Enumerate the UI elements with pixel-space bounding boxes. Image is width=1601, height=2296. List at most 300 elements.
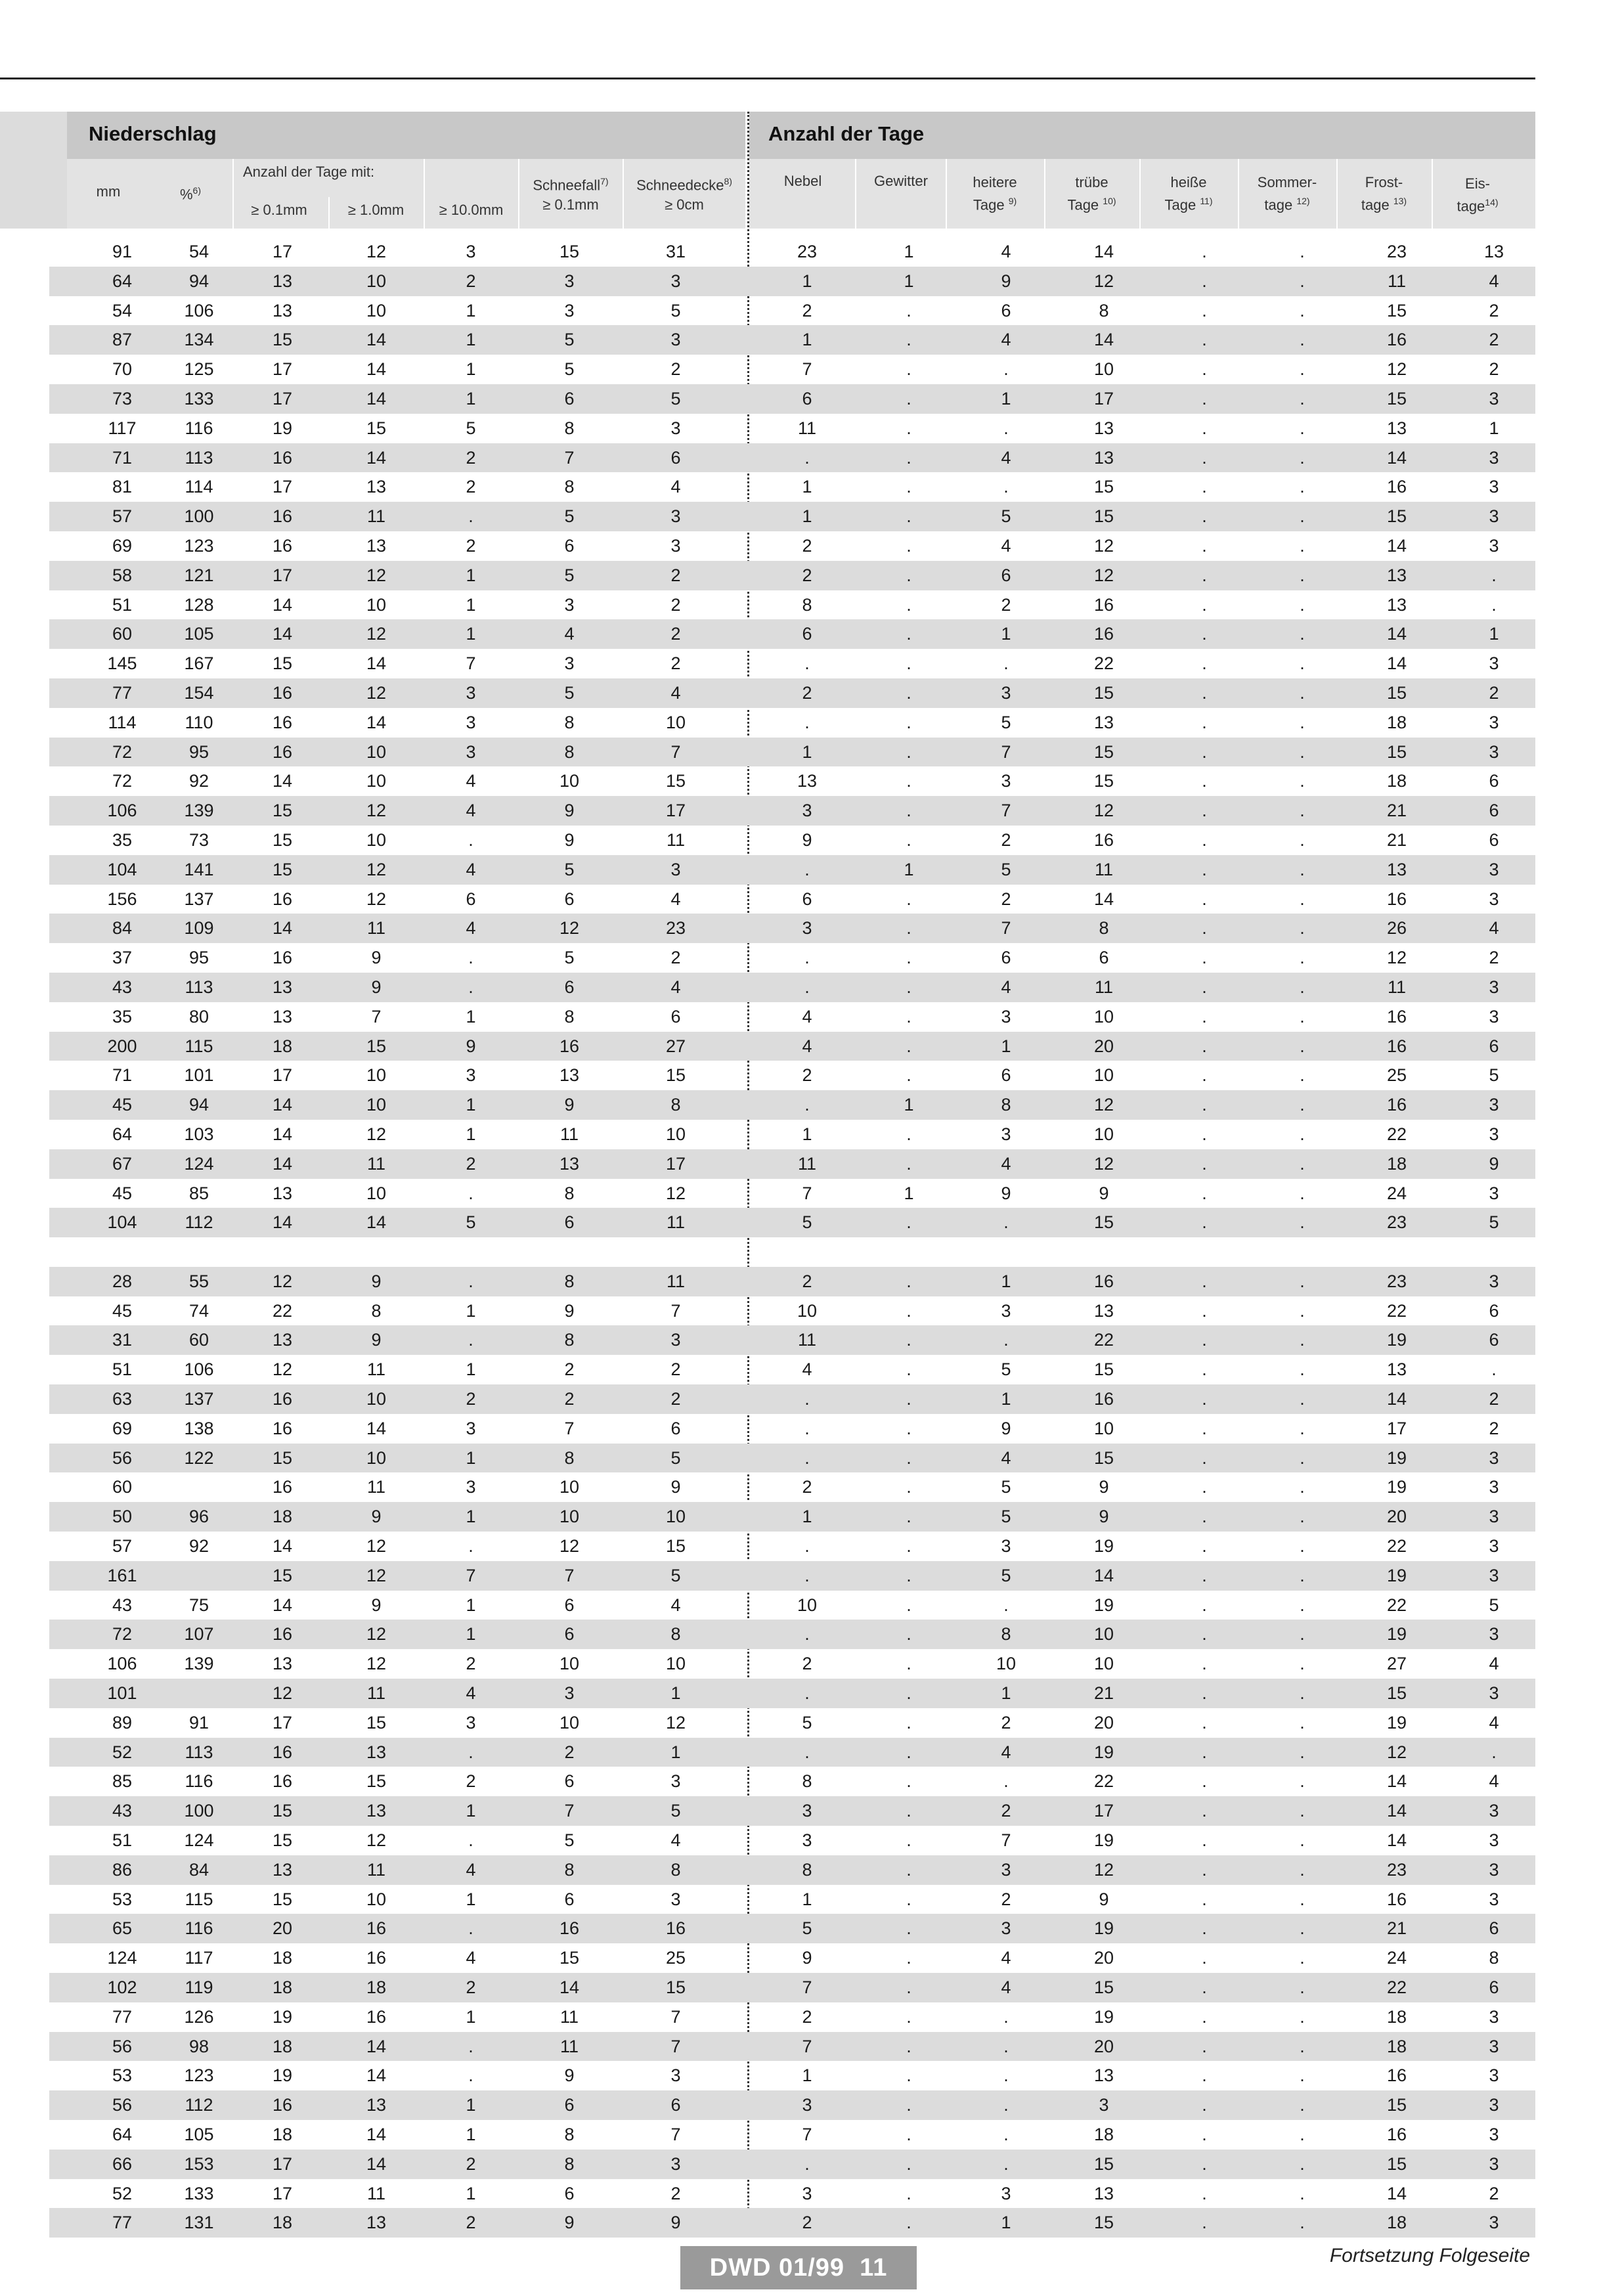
table-row [49, 649, 1535, 678]
cell-truebe: 10 [1093, 1065, 1114, 1086]
table-row [49, 766, 1535, 796]
cell-eistage: . [1491, 565, 1497, 585]
cell-pct: 126 [184, 2006, 214, 2027]
cell-eistage: 6 [1489, 1977, 1499, 1998]
cell-ge100: 2 [466, 2213, 476, 2233]
col-header-eistage: Eis- tage$^{14)}$ [1457, 175, 1499, 215]
cell-ge100: 4 [466, 801, 476, 821]
cell-heisse: . [1202, 2065, 1207, 2086]
cell-gewitter: . [906, 1742, 911, 1762]
cell-ge10: 16 [366, 1948, 387, 1968]
cell-eistage: 3 [1489, 712, 1499, 732]
table-row [49, 267, 1535, 296]
table-row [49, 1914, 1535, 1943]
cell-sommertage: . [1300, 1565, 1305, 1585]
cell-schneedecke: 12 [665, 1712, 686, 1733]
cell-pct: 124 [184, 1153, 214, 1174]
cell-mm: 69 [112, 535, 133, 556]
cell-schneedecke: 6 [670, 2095, 681, 2115]
cell-ge10: 14 [366, 1212, 387, 1233]
cell-sommertage: . [1300, 506, 1305, 527]
cell-mm: 77 [112, 2006, 133, 2027]
cell-heisse: . [1202, 1507, 1207, 1527]
table-row [49, 1267, 1535, 1296]
cell-pct: 137 [184, 889, 214, 909]
cell-eistage: 3 [1489, 1477, 1499, 1497]
cell-schneedecke: 7 [670, 2036, 681, 2056]
cell-pct: 137 [184, 1389, 214, 1409]
cell-gewitter: . [906, 2036, 911, 2056]
cell-schneefall: 6 [564, 889, 575, 909]
cell-frosttage: 16 [1386, 2125, 1407, 2144]
cell-nebel: 3 [802, 918, 812, 938]
cell-heisse: . [1202, 594, 1207, 615]
days-with-label: Anzahl der Tage mit: [243, 164, 375, 180]
cell-heitere: 5 [1001, 859, 1011, 879]
cell-heitere: . [1003, 2153, 1009, 2174]
cell-heitere: 3 [1001, 1300, 1011, 1321]
cell-truebe: 11 [1094, 977, 1114, 997]
cell-frosttage: 16 [1386, 1006, 1407, 1027]
cell-gewitter: . [906, 565, 911, 585]
cell-schneedecke: 15 [665, 1065, 686, 1086]
cell-heisse: . [1202, 1918, 1207, 1939]
cell-ge100: . [468, 1330, 473, 1350]
cell-frosttage: 16 [1386, 330, 1407, 350]
cell-ge01: 19 [272, 418, 293, 438]
cell-gewitter: . [906, 801, 911, 821]
cell-schneefall: 11 [559, 2036, 579, 2056]
cell-schneefall: 4 [564, 624, 575, 644]
cell-heisse: . [1202, 1389, 1207, 1409]
cell-ge01: 18 [272, 2036, 293, 2056]
cell-sommertage: . [1300, 477, 1305, 497]
cell-gewitter: . [906, 506, 911, 527]
cell-mm: 77 [112, 2213, 133, 2233]
cell-gewitter: . [906, 1565, 911, 1585]
cell-ge100: . [468, 2036, 473, 2056]
cell-truebe: 13 [1093, 1300, 1114, 1321]
data-table-body [49, 237, 1535, 2238]
cell-pct: 167 [184, 653, 214, 674]
table-row [49, 2150, 1535, 2179]
cell-ge01: 16 [272, 2095, 293, 2115]
cell-mm: 65 [112, 1918, 133, 1939]
cell-heitere: 3 [1001, 1859, 1011, 1880]
cell-mm: 45 [112, 1183, 133, 1203]
cell-ge10: 9 [371, 1330, 382, 1350]
cell-ge100: 5 [466, 418, 476, 438]
cell-schneefall: 6 [564, 1889, 575, 1909]
cell-truebe: 14 [1093, 1565, 1114, 1585]
cell-ge01: 14 [272, 1536, 293, 1556]
cell-ge01: 22 [272, 1300, 293, 1321]
cell-mm: 73 [112, 388, 133, 408]
table-row [49, 2090, 1535, 2120]
cell-ge100: 3 [466, 682, 476, 703]
header-divider [623, 159, 624, 229]
cell-schneedecke: 15 [665, 771, 686, 791]
cell-eistage: 3 [1489, 2125, 1499, 2144]
cell-pct: 139 [184, 1654, 214, 1674]
cell-ge10: 12 [366, 889, 387, 909]
cell-ge01: 17 [272, 565, 293, 585]
cell-truebe: 19 [1093, 1595, 1114, 1615]
cell-pct: 110 [185, 712, 213, 732]
cell-nebel: 2 [802, 1271, 812, 1291]
cell-ge10: 11 [366, 1359, 386, 1380]
cell-ge01: 14 [272, 1124, 293, 1144]
cell-sommertage: . [1300, 918, 1305, 938]
cell-ge100: 2 [466, 2153, 476, 2174]
table-row [49, 1179, 1535, 1208]
cell-eistage: . [1491, 594, 1497, 615]
col-header-schneefall-sub: ≥ 0.1mm [542, 196, 599, 213]
cell-frosttage: 20 [1386, 1507, 1407, 1527]
cell-mm: 53 [112, 2065, 133, 2086]
cell-heisse: . [1202, 1418, 1207, 1438]
cell-pct: 113 [185, 1742, 213, 1762]
cell-ge01: 20 [272, 1918, 293, 1939]
cell-ge10: 14 [366, 330, 387, 350]
cell-sommertage: . [1300, 1418, 1305, 1438]
cell-ge01: 18 [272, 1507, 293, 1527]
cell-schneefall: 10 [559, 1507, 580, 1527]
cell-schneedecke: 31 [665, 242, 686, 261]
cell-schneefall: 9 [564, 1300, 575, 1321]
cell-heisse: . [1202, 1565, 1207, 1585]
cell-ge10: 14 [366, 2153, 387, 2174]
cell-pct: 128 [184, 594, 214, 615]
cell-eistage: 3 [1489, 1447, 1499, 1468]
table-row [49, 1561, 1535, 1591]
cell-heisse: . [1202, 2006, 1207, 2027]
header-divider [855, 159, 856, 229]
col-header-pct: %$^{6)}$ [179, 185, 201, 203]
cell-truebe: 22 [1093, 1771, 1114, 1792]
cell-heisse: . [1202, 1948, 1207, 1968]
cell-ge01: 13 [272, 271, 293, 291]
cell-schneedecke: 7 [670, 1300, 681, 1321]
cell-ge100: 2 [466, 1389, 476, 1409]
cell-schneedecke: 11 [666, 1271, 686, 1291]
cell-truebe: 22 [1093, 653, 1114, 674]
cell-mm: 77 [112, 682, 133, 703]
header-divider [232, 159, 234, 229]
cell-heitere: 9 [1001, 271, 1011, 291]
cell-frosttage: 26 [1386, 918, 1407, 938]
cell-ge10: 13 [366, 1742, 387, 1762]
cell-heisse: . [1202, 653, 1207, 674]
cell-ge01: 13 [272, 1654, 293, 1674]
cell-gewitter: . [906, 359, 911, 380]
cell-eistage: 4 [1489, 918, 1499, 938]
cell-heitere: 1 [1001, 624, 1011, 644]
table-row [49, 1738, 1535, 1767]
cell-schneefall: 9 [564, 1095, 575, 1115]
cell-sommertage: . [1300, 1153, 1305, 1174]
cell-nebel: 3 [802, 2095, 812, 2115]
cell-ge100: . [468, 1271, 473, 1291]
cell-gewitter: . [906, 1712, 911, 1733]
cell-nebel: 8 [802, 1771, 812, 1792]
cell-heisse: . [1202, 1359, 1207, 1380]
table-row [49, 1444, 1535, 1473]
cell-ge01: 16 [272, 506, 293, 527]
cell-mm: 31 [112, 1330, 133, 1350]
cell-nebel: 4 [802, 1006, 812, 1027]
cell-pct: 124 [184, 1830, 214, 1851]
cell-schneedecke: 2 [670, 565, 681, 585]
table-row [49, 914, 1535, 943]
cell-frosttage: 23 [1386, 242, 1407, 261]
cell-ge01: 17 [272, 1065, 293, 1086]
cell-frosttage: 19 [1386, 1565, 1407, 1585]
cell-schneefall: 6 [564, 1212, 575, 1233]
cell-ge01: 17 [272, 388, 293, 408]
cell-frosttage: 18 [1386, 2006, 1407, 2027]
cell-nebel: 3 [802, 801, 812, 821]
cell-sommertage: . [1300, 1036, 1305, 1056]
cell-mm: 104 [107, 1212, 137, 1233]
cell-nebel: . [804, 653, 810, 674]
table-row-spacer [49, 1237, 1535, 1267]
table-row [49, 1502, 1535, 1532]
cell-truebe: 12 [1093, 801, 1114, 821]
cell-ge10: 11 [366, 1153, 386, 1174]
cell-sommertage: . [1300, 1712, 1305, 1733]
cell-pct: 94 [188, 271, 209, 291]
cell-ge100: 1 [466, 2183, 476, 2203]
cell-ge100: 5 [466, 1212, 476, 1233]
cell-mm: 106 [107, 801, 137, 821]
cell-schneefall: 8 [564, 741, 575, 762]
cell-sommertage: . [1300, 1801, 1305, 1821]
cell-nebel: 5 [802, 1212, 812, 1233]
cell-schneedecke: 2 [670, 1389, 681, 1409]
table-row [49, 1591, 1535, 1620]
cell-mm: 56 [112, 2036, 133, 2056]
cell-ge10: 15 [366, 1771, 387, 1792]
cell-eistage: 3 [1489, 741, 1499, 762]
cell-mm: 35 [112, 829, 133, 850]
cell-mm: 72 [112, 741, 133, 762]
cell-schneedecke: 3 [670, 859, 681, 879]
cell-ge01: 14 [272, 624, 293, 644]
cell-sommertage: . [1300, 594, 1305, 615]
cell-pct: 98 [188, 2036, 209, 2056]
cell-frosttage: 21 [1386, 829, 1407, 850]
cell-pct: 100 [184, 1801, 214, 1821]
cell-schneefall: 15 [559, 1948, 580, 1968]
cell-frosttage: 12 [1386, 359, 1407, 380]
cell-mm: 87 [112, 330, 133, 350]
cell-ge01: 13 [272, 1330, 293, 1350]
cell-truebe: 14 [1093, 242, 1114, 261]
cell-schneedecke: 6 [670, 1418, 681, 1438]
cell-truebe: 22 [1093, 1330, 1114, 1350]
cell-schneefall: 5 [564, 859, 575, 879]
header-divider [1432, 159, 1433, 229]
cell-sommertage: . [1300, 948, 1305, 968]
cell-schneefall: 9 [564, 2065, 575, 2086]
cell-truebe: 12 [1093, 1095, 1114, 1115]
cell-schneedecke: 10 [665, 1507, 686, 1527]
cell-sommertage: . [1300, 653, 1305, 674]
cell-ge01: 14 [272, 771, 293, 791]
cell-ge01: 15 [272, 653, 293, 674]
cell-schneedecke: 5 [670, 1447, 681, 1468]
cell-eistage: 3 [1489, 1536, 1499, 1556]
cell-schneefall: 7 [564, 1418, 575, 1438]
cell-truebe: 15 [1093, 506, 1114, 527]
cell-heitere: 2 [1001, 1889, 1011, 1909]
cell-heisse: . [1202, 1300, 1207, 1321]
cell-ge100: . [468, 2065, 473, 2086]
cell-schneefall: 8 [564, 2125, 575, 2144]
cell-sommertage: . [1300, 1095, 1305, 1115]
cell-ge10: 12 [366, 1624, 387, 1645]
cell-schneedecke: 3 [670, 2065, 681, 2086]
cell-schneedecke: 27 [665, 1036, 686, 1056]
cell-heitere: 3 [1001, 2183, 1011, 2203]
cell-sommertage: . [1300, 829, 1305, 850]
cell-mm: 57 [112, 1536, 133, 1556]
cell-sommertage: . [1300, 1536, 1305, 1556]
cell-schneefall: 2 [564, 1742, 575, 1762]
cell-ge01: 19 [272, 2006, 293, 2027]
cell-heisse: . [1202, 300, 1207, 320]
cell-ge10: 12 [366, 242, 387, 261]
cell-mm: 72 [112, 771, 133, 791]
cell-ge10: 16 [366, 1918, 387, 1939]
cell-nebel: . [804, 1389, 810, 1409]
cell-ge100: 1 [466, 1095, 476, 1115]
cell-nebel: 11 [797, 418, 817, 438]
cell-frosttage: 14 [1386, 2183, 1407, 2203]
cell-pct: 54 [188, 242, 209, 261]
cell-nebel: 8 [802, 594, 812, 615]
cell-ge100: 4 [466, 1859, 476, 1880]
cell-pct: 94 [188, 1095, 209, 1115]
col-header-ge01: ≥ 0.1mm [251, 202, 307, 218]
cell-schneedecke: 23 [665, 918, 686, 938]
cell-heisse: . [1202, 1977, 1207, 1998]
cell-ge10: 14 [366, 712, 387, 732]
table-row [49, 2179, 1535, 2209]
cell-mm: 69 [112, 1418, 133, 1438]
col-header-sommertage: Sommer- tage $^{12)}$ [1257, 174, 1317, 213]
cell-schneedecke: 3 [670, 271, 681, 291]
cell-schneedecke: 7 [670, 2125, 681, 2144]
cell-heitere: 5 [1001, 1477, 1011, 1497]
cell-eistage: 2 [1489, 1418, 1499, 1438]
cell-heitere: . [1003, 2095, 1009, 2115]
cell-heisse: . [1202, 1830, 1207, 1851]
table-row [49, 1708, 1535, 1738]
cell-ge01: 15 [272, 1801, 293, 1821]
cell-ge01: 16 [272, 712, 293, 732]
cell-schneedecke: 3 [670, 418, 681, 438]
cell-eistage: 6 [1489, 1330, 1499, 1350]
cell-schneedecke: 6 [670, 1006, 681, 1027]
cell-ge100: . [468, 1183, 473, 1203]
cell-gewitter: . [906, 418, 911, 438]
cell-eistage: 3 [1489, 1801, 1499, 1821]
cell-heitere: . [1003, 1330, 1009, 1350]
cell-schneedecke: 5 [670, 300, 681, 320]
table-row [49, 1120, 1535, 1149]
cell-truebe: 10 [1093, 359, 1114, 380]
cell-eistage: 8 [1489, 1948, 1499, 1968]
cell-heitere: 3 [1001, 1006, 1011, 1027]
cell-heisse: . [1202, 565, 1207, 585]
cell-eistage: 4 [1489, 1654, 1499, 1674]
cell-gewitter: . [906, 1977, 911, 1998]
table-row [49, 2002, 1535, 2032]
cell-eistage: 3 [1489, 2213, 1499, 2233]
cell-heitere: 2 [1001, 594, 1011, 615]
cell-truebe: 16 [1093, 624, 1114, 644]
cell-truebe: 13 [1093, 2183, 1114, 2203]
table-row [49, 1090, 1535, 1120]
cell-heisse: . [1202, 682, 1207, 703]
cell-ge100: 1 [466, 1507, 476, 1527]
cell-gewitter: . [906, 771, 911, 791]
cell-eistage: 3 [1489, 1183, 1499, 1203]
cell-schneefall: 6 [564, 2183, 575, 2203]
cell-schneefall: 7 [564, 1565, 575, 1585]
cell-mm: 63 [112, 1389, 133, 1409]
cell-nebel: 2 [802, 535, 812, 556]
cell-heitere: . [1003, 653, 1009, 674]
cell-gewitter: . [906, 918, 911, 938]
cell-frosttage: 27 [1386, 1654, 1407, 1674]
cell-eistage: 2 [1489, 359, 1499, 380]
cell-mm: 35 [112, 1006, 133, 1027]
cell-schneefall: 16 [559, 1036, 580, 1056]
table-row [49, 1325, 1535, 1355]
cell-eistage: 6 [1489, 829, 1499, 850]
cell-ge10: 10 [366, 1889, 387, 1909]
cell-ge01: 17 [272, 359, 293, 380]
cell-ge10: 9 [371, 1595, 382, 1615]
cell-heisse: . [1202, 1153, 1207, 1174]
cell-ge10: 12 [366, 1830, 387, 1851]
cell-mm: 84 [112, 918, 133, 938]
cell-truebe: 16 [1093, 829, 1114, 850]
cell-truebe: 9 [1099, 1183, 1109, 1203]
cell-mm: 200 [107, 1036, 137, 1056]
table-row [49, 237, 1535, 267]
cell-heisse: . [1202, 1683, 1207, 1704]
cell-gewitter: . [906, 889, 911, 909]
cell-heitere: 5 [1001, 712, 1011, 732]
table-row [49, 2120, 1535, 2150]
cell-gewitter: 1 [904, 242, 914, 261]
cell-gewitter: . [906, 1418, 911, 1438]
cell-truebe: 13 [1093, 712, 1114, 732]
cell-heitere: . [1003, 1771, 1009, 1792]
cell-heisse: . [1202, 712, 1207, 732]
cell-schneefall: 6 [564, 1595, 575, 1615]
cell-eistage: 3 [1489, 1889, 1499, 1909]
cell-ge100: 2 [466, 1977, 476, 1998]
cell-schneedecke: 4 [670, 1595, 681, 1615]
cell-heitere: . [1003, 418, 1009, 438]
cell-heitere: 3 [1001, 1536, 1011, 1556]
cell-eistage: 3 [1489, 653, 1499, 674]
